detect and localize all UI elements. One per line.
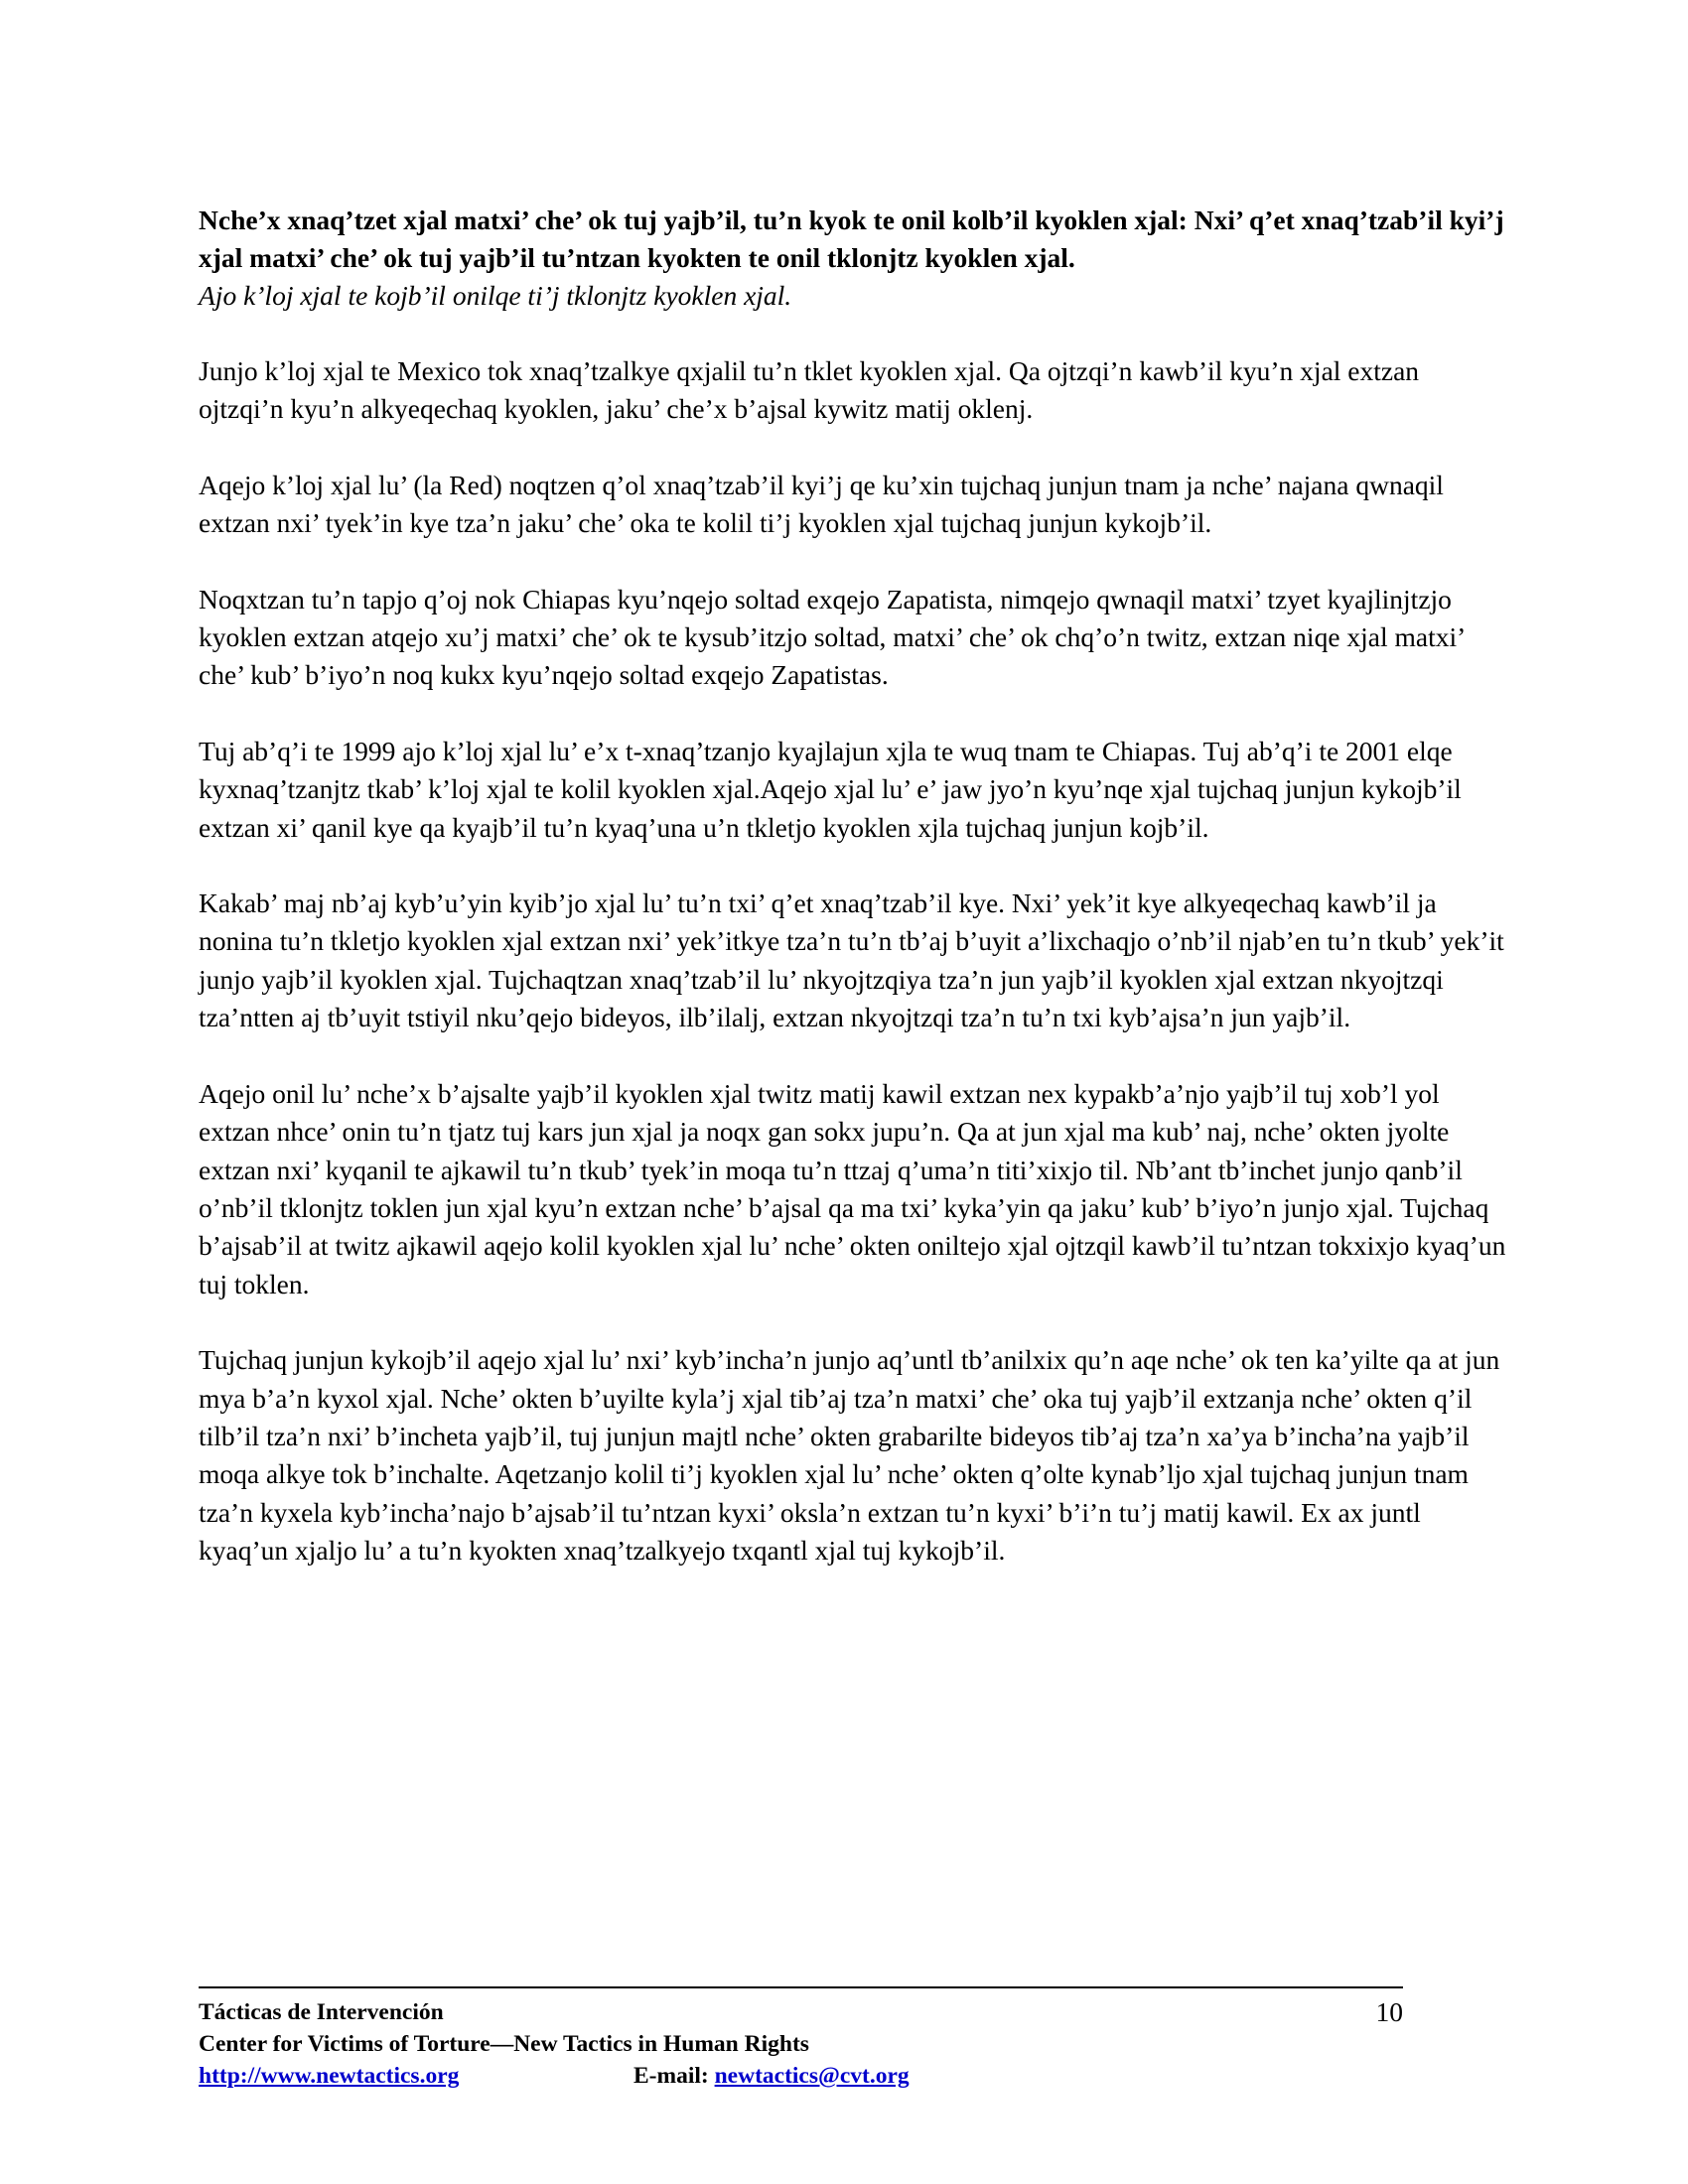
footer-divider <box>199 1986 1403 1988</box>
page-footer <box>199 1986 1403 2092</box>
page-number: 10 <box>1375 1996 1403 2027</box>
paragraph-7: Tujchaq junjun kykojb’il aqejo xjal lu’ nxi’ kyb’incha’n junjo aq’untl tb’anilxix qu’n aqe nche’ ok ten ka’yilte qa at jun mya b’a’n kyxol xjal. Nche’ okten b’uyilte kyla’j xjal tib’aj tza’n matxi’ che’ oka tuj yajb’il extzanja nche’ okten q’il tilb’il tza’n nxi’ b’incheta yajb’il, tuj junjun majtl nche’ okten grabarilte bideyos tib’aj tza’n xa’ya b’incha’na yajb’il moqa alkye tok b’inchalte. Aqetzanjo kolil ti’j kyoklen xjal lu’ nche’ okten q’olte kynab’ljo xjal tujchaq junjun tnam tza’n kyxela kyb’incha’najo b’ajsab’il tu’ntzan kyxi’ oksla’n extzan tu’n kyxi’ b’i’n tu’j matij kawil. Ex ax juntl kyaq’un xjaljo lu’ a tu’n kyokten xnaq’tzalkyejo txqantl xjal tuj kykojb’il. <box>199 1344 1500 1567</box>
paragraph-2: Aqejo k’loj xjal lu’ (la Red) noqtzen q’ol xnaq’tzab’il kyi’j qe ku’xin tujchaq junjun tnam ja nche’ najana qwnaqil extzan nxi’ tyek’in kye tza’n jaku’ che’ oka te kolil ti’j kyoklen xjal tujchaq junjun kykojb’il. <box>199 469 1444 539</box>
paragraph-3: Noqxtzan tu’n tapjo q’oj nok Chiapas kyu’nqejo soltad exqejo Zapatista, nimqejo qwnaqil matxi’ tzyet kyajlinjtzjo kyoklen extzan atqejo xu’j matxi’ che’ ok te kysub’itzjo soltad, matxi’ che’ ok chq’o’n twitz, extzan niqe xjal matxi’ che’ kub’ b’iyo’n noq kukx kyu’nqejo soltad exqejo Zapatistas. <box>199 583 1465 691</box>
paragraph-5: Kakab’ maj nb’aj kyb’u’yin kyib’jo xjal lu’ tu’n txi’ q’et xnaq’tzab’il kye. Nxi’ yek’it kye alkyeqechaq kawb’il ja nonina tu’n tkletjo kyoklen xjal extzan nxi’ yek’itkye tza’n tu’n tb’aj b’uyit a’lixchaqjo o’nb’il njab’en tu’n tkub’ yek’it junjo yajb’il kyoklen xjal. Tujchaqtzan xnaq’tzab’il lu’ nkyojtzqiya tza’n jun yajb’il kyoklen xjal extzan nkyojtzqi tza’ntten aj tb’uyit tstiyil nku’qejo bideyos, ilb’ilalj, extzan nkyojtzqi tza’n tu’n txi kyb’ajsa’n jun yajb’il. <box>199 887 1504 1033</box>
section-subtitle: Ajo k’loj xjal te kojb’il onilqe ti’j tklonjtz kyoklen xjal. <box>199 280 792 311</box>
document-body <box>199 202 1509 1608</box>
paragraph-6: Aqejo onil lu’ nche’x b’ajsalte yajb’il kyoklen xjal twitz matij kawil extzan nex kypakb’a’njo yajb’il tuj xob’l yol extzan nhce’ onin tu’n tjatz tuj kars jun xjal ja noqx gan sokx jupu’n. Qa at jun xjal ma kub’ naj, nche’ okten jyolte extzan nxi’ kyqanil te ajkawil tu’n tkub’ tyek’in moqa tu’n ttzaj q’uma’n titi’xixjo til. Nb’ant tb’inchet junjo qanb’il o’nb’il tklonjtz toklen jun xjal kyu’n extzan nche’ b’ajsal qa ma txi’ kyka’yin qa jaku’ kub’ b’iyo’n junjo xjal. Tujchaq b’ajsab’il at twitz ajkawil aqejo kolil kyoklen xjal lu’ nche’ okten oniltejo xjal ojtzqil kawb’il tu’ntzan tokxixjo kyaq’un tuj toklen. <box>199 1077 1506 1299</box>
footer-title-line <box>199 1996 1403 2028</box>
email-link[interactable]: newtactics@cvt.org <box>714 2063 910 2089</box>
email-label: E-mail: <box>633 2063 715 2089</box>
website-link[interactable]: http://www.newtactics.org <box>199 2063 460 2089</box>
footer-links-line <box>199 2060 1403 2092</box>
paragraph-1: Junjo k’loj xjal te Mexico tok xnaq’tzalkye qxjalil tu’n tklet kyoklen xjal. Qa ojtzqi’n kawb’il kyu’n xjal extzan ojtzqi’n kyu’n alkyeqechaq kyoklen, jaku’ che’x b’ajsal kywitz matij oklenj. <box>199 355 1420 425</box>
footer-title: Tácticas de Intervención <box>199 1999 444 2025</box>
email-block <box>633 2060 910 2092</box>
section-heading: Nche’x xnaq’tzet xjal matxi’ che’ ok tuj yajb’il, tu’n kyok te onil kolb’il kyoklen xjal: Nxi’ q’et xnaq’tzab’il kyi’j xjal matxi’ che’ ok tuj yajb’il tu’ntzan kyokten te onil tklonjtz kyoklen xjal. <box>199 205 1504 273</box>
paragraph-4: Tuj ab’q’i te 1999 ajo k’loj xjal lu’ e’x t-xnaq’tzanjo kyajlajun xjla te wuq tnam te Chiapas. Tuj ab’q’i te 2001 elqe kyxnaq’tzanjtz tkab’ k’loj xjal te kolil kyoklen xjal.Aqejo xjal lu’ e’ jaw jyo’n kyu’nqe xjal tujchaq junjun kykojb’il extzan xi’ qanil kye qa kyajb’il tu’n kyaq’una u’n tkletjo kyoklen xjla tujchaq junjun kojb’il. <box>199 735 1462 843</box>
footer-org: Center for Victims of Torture—New Tactics in Human Rights <box>199 2031 809 2057</box>
